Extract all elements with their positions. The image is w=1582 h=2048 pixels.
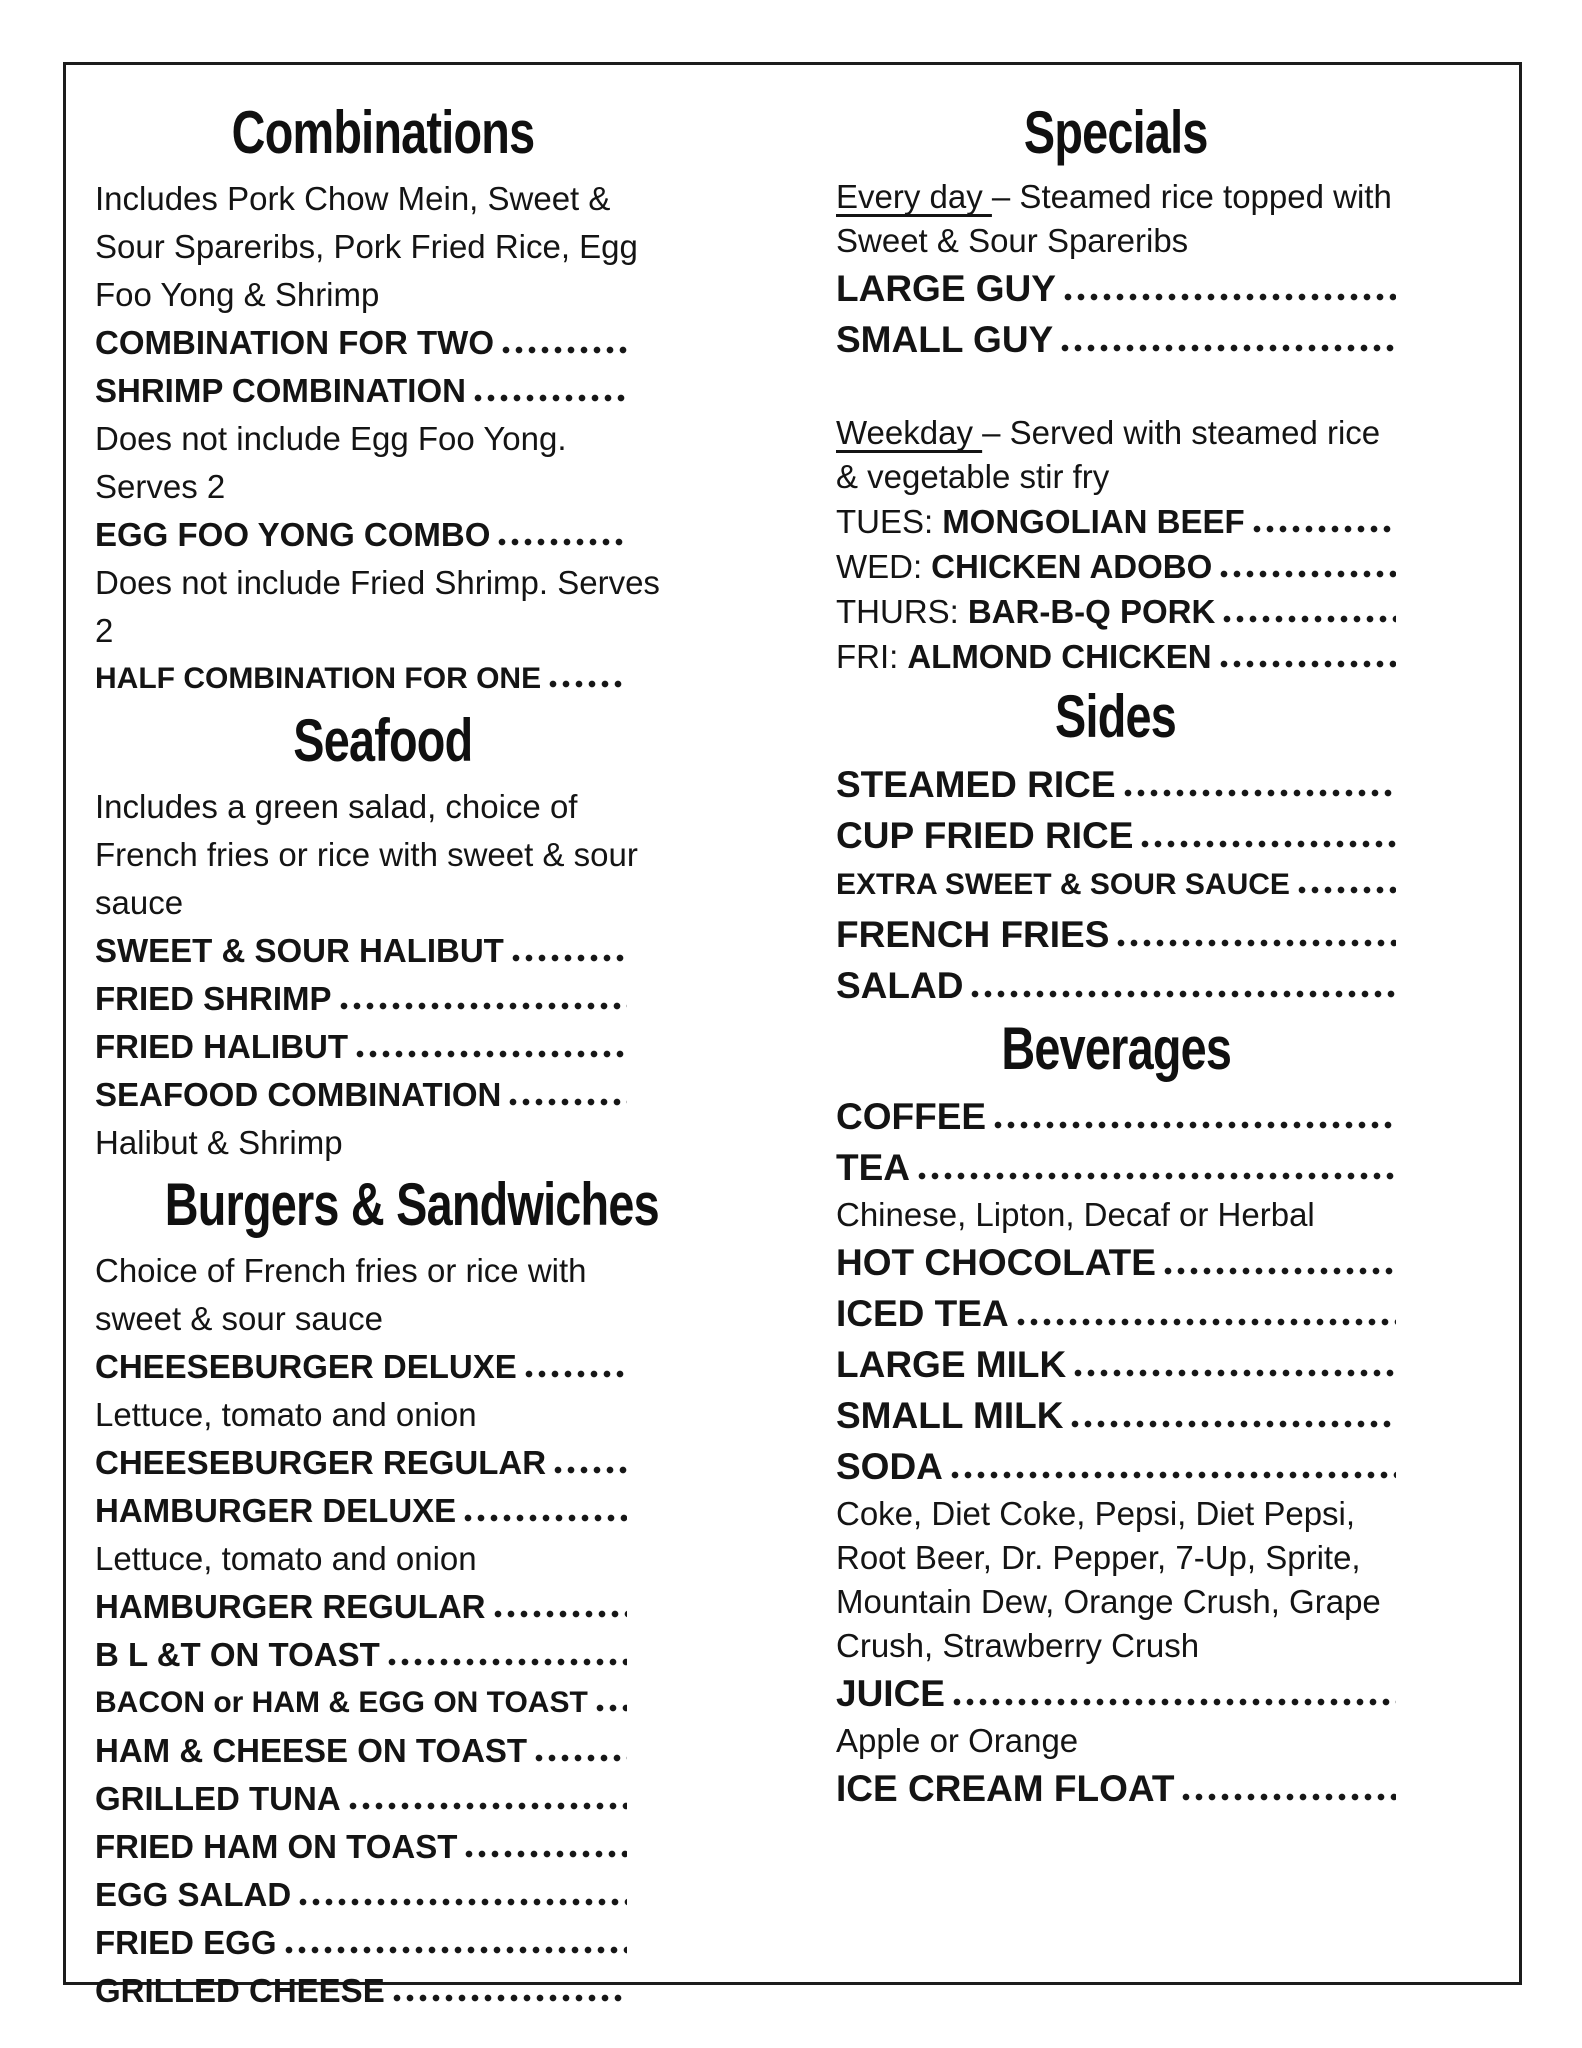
dot-leader [388, 1658, 627, 1666]
dot-leader [1064, 293, 1396, 301]
menu-item [836, 544, 1396, 589]
menu-item [95, 367, 671, 415]
menu-item-name: HALF COMBINATION FOR ONE [95, 662, 542, 695]
menu-item-name: BACON or HAM & EGG ON TOAST [95, 1686, 588, 1719]
menu-item [836, 1339, 1396, 1390]
item-note: Chinese, Lipton, Decaf or Herbal [836, 1196, 1315, 1233]
menu-section-beverages [836, 1015, 1396, 1814]
menu-item [95, 1775, 671, 1823]
section-intro: Choice of French fries or rice with sweet & sour sauce [95, 1252, 587, 1337]
section-heading-text: Burgers & Sandwiches [164, 1171, 659, 1238]
menu-item-name: MONGOLIAN BEEF [942, 503, 1245, 540]
item-note: Does not include Egg Foo Yong. Serves 2 [95, 420, 567, 505]
section-heading-text: Beverages [1001, 1015, 1231, 1082]
menu-item-name: SHRIMP COMBINATION [95, 372, 466, 409]
menu-item [836, 589, 1396, 634]
menu-item [836, 1288, 1396, 1339]
menu-section-burgers-sandwiches [95, 1171, 671, 2015]
dot-leader [535, 1754, 627, 1762]
menu-item-name: GRILLED CHEESE [95, 1972, 385, 2009]
dot-leader [971, 990, 1396, 998]
menu-item [95, 1583, 671, 1631]
menu-section-seafood [95, 707, 671, 1167]
menu-item-name: HAMBURGER REGULAR [95, 1588, 486, 1625]
menu-item [836, 314, 1396, 365]
menu-item [95, 511, 671, 559]
menu-item-name: CHICKEN ADOBO [931, 548, 1213, 585]
dot-leader [299, 1898, 627, 1906]
menu-item-name: FRIED HAM ON TOAST [95, 1828, 458, 1865]
menu-item-name: COMBINATION FOR TWO [95, 324, 494, 361]
menu-item [836, 759, 1396, 810]
menu-item-name: BAR-B-Q PORK [967, 593, 1216, 630]
menu-item [836, 1237, 1396, 1288]
dot-leader [1124, 789, 1396, 797]
dot-leader [1182, 1793, 1396, 1801]
menu-item-name: SODA [836, 1446, 943, 1487]
menu-item-name: FRIED HALIBUT [95, 1028, 348, 1065]
intro-rest: – Served with steamed rice & vegetable stir fry [836, 414, 1381, 495]
column-right [836, 95, 1396, 1814]
menu-item-name: SEAFOOD COMBINATION [95, 1076, 502, 1113]
dot-leader [474, 394, 627, 402]
menu-item-name: LARGE MILK [836, 1344, 1067, 1385]
menu-item [836, 1142, 1396, 1193]
menu-item-name: GRILLED TUNA [95, 1780, 341, 1817]
menu-item [95, 319, 671, 367]
menu-item [95, 1023, 671, 1071]
menu-item [95, 975, 671, 1023]
dot-leader [349, 1802, 627, 1810]
menu-item-name: B L &T ON TOAST [95, 1636, 380, 1673]
dot-leader [1223, 615, 1396, 623]
menu-item-name: SMALL MILK [836, 1395, 1064, 1436]
dot-leader [596, 1704, 627, 1712]
menu-item [836, 263, 1396, 314]
menu-item-name: FRIED SHRIMP [95, 980, 332, 1017]
item-note: Coke, Diet Coke, Pepsi, Diet Pepsi, Root Beer, Dr. Pepper, 7-Up, Sprite, Mountain Dew, Orange Crush, Grape Crush, Strawberry Crush [836, 1495, 1381, 1664]
menu-item [95, 927, 671, 975]
menu-item [95, 1727, 671, 1775]
item-note: Halibut & Shrimp [95, 1124, 343, 1161]
menu-item [836, 499, 1396, 544]
section-intro: Includes Pork Chow Mein, Sweet & Sour Spareribs, Pork Fried Rice, Egg Foo Yong & Shrimp [95, 180, 638, 313]
dot-leader [1220, 570, 1396, 578]
menu-item-name: ALMOND CHICKEN [907, 638, 1212, 675]
dot-leader [1074, 1369, 1396, 1377]
menu-item-name: HAMBURGER DELUXE [95, 1492, 457, 1529]
section-intro [836, 175, 1396, 263]
dot-leader [1298, 886, 1396, 894]
menu-item-name: CHEESEBURGER DELUXE [95, 1348, 517, 1385]
dot-leader [525, 1370, 627, 1378]
menu-item [836, 634, 1396, 679]
menu-item [95, 1919, 671, 1967]
column-left [95, 95, 671, 2015]
menu-item [95, 1487, 671, 1535]
dot-leader [393, 1994, 627, 2002]
menu-item [95, 1967, 671, 2015]
menu-item [836, 960, 1396, 1011]
section-heading-combinations [95, 99, 671, 167]
item-note: Apple or Orange [836, 1722, 1079, 1759]
dot-leader [1164, 1267, 1396, 1275]
menu-item-name: CUP FRIED RICE [836, 815, 1134, 856]
menu-item-name: FRENCH FRIES [836, 914, 1110, 955]
dot-leader [1071, 1420, 1396, 1428]
menu-item [95, 1871, 671, 1919]
menu-item-name: EGG SALAD [95, 1876, 292, 1913]
dot-leader [1061, 344, 1396, 352]
menu-item-name: HOT CHOCOLATE [836, 1242, 1156, 1283]
intro-rest: – Steamed rice topped with Sweet & Sour Spareribs [836, 178, 1392, 259]
dot-leader [464, 1514, 627, 1522]
menu-item-name: ICED TEA [836, 1293, 1009, 1334]
menu-item-name: SMALL GUY [836, 319, 1054, 360]
section-heading-text: Sides [1055, 683, 1177, 750]
menu-item [836, 909, 1396, 960]
menu-item-name: HAM & CHEESE ON TOAST [95, 1732, 528, 1769]
dot-leader [1117, 939, 1396, 947]
menu-item-name: SWEET & SOUR HALIBUT [95, 932, 504, 969]
dot-leader [512, 954, 627, 962]
menu-item [95, 1679, 671, 1727]
section-heading-text: Seafood [293, 707, 473, 774]
menu-item-name: ICE CREAM FLOAT [836, 1768, 1175, 1809]
menu-section-sides [836, 683, 1396, 1011]
section-gap [836, 365, 1396, 411]
section-intro: Includes a green salad, choice of French fries or rice with sweet & sour sauce [95, 788, 638, 921]
menu-item-name: EGG FOO YONG COMBO [95, 516, 491, 553]
item-note: Lettuce, tomato and onion [95, 1396, 477, 1433]
dot-leader [340, 1002, 627, 1010]
menu-item-name: CHEESEBURGER REGULAR [95, 1444, 547, 1481]
menu-item [95, 1823, 671, 1871]
item-note: Does not include Fried Shrimp. Serves 2 [95, 564, 660, 649]
item-note: Lettuce, tomato and onion [95, 1540, 477, 1577]
dot-leader [953, 1698, 1396, 1706]
menu-item [836, 1390, 1396, 1441]
section-heading-burgers-sandwiches [95, 1171, 671, 1239]
dot-leader [498, 538, 627, 546]
page-border [63, 62, 1522, 2009]
dot-leader [1141, 840, 1396, 848]
menu-item-name: TEA [836, 1147, 910, 1188]
dot-leader [951, 1471, 1396, 1479]
day-prefix: WED: [836, 548, 923, 585]
dot-leader [502, 346, 627, 354]
day-prefix: FRI: [836, 638, 899, 675]
section-heading-sides [836, 683, 1396, 751]
dot-leader [465, 1850, 627, 1858]
menu-item [95, 655, 671, 703]
section-heading-beverages [836, 1015, 1396, 1083]
menu-item [836, 861, 1396, 909]
menu-section-specials [836, 99, 1396, 679]
day-prefix: TUES: [836, 503, 934, 540]
menu-item-name: EXTRA SWEET & SOUR SAUCE [836, 868, 1290, 901]
dot-leader [494, 1610, 628, 1618]
menu-item [836, 1091, 1396, 1142]
underlined-text: Weekday [836, 414, 983, 451]
menu-item [95, 1071, 671, 1119]
menu-item [836, 1763, 1396, 1814]
menu-item-name: STEAMED RICE [836, 764, 1116, 805]
dot-leader [356, 1050, 627, 1058]
dot-leader [1220, 660, 1396, 668]
section-heading-text: Combinations [231, 99, 535, 166]
dot-leader [1253, 525, 1396, 533]
dot-leader [554, 1466, 627, 1474]
menu-item-name: FRIED EGG [95, 1924, 277, 1961]
menu-item [836, 1441, 1396, 1492]
dot-leader [918, 1172, 1396, 1180]
section-heading-seafood [95, 707, 671, 775]
menu-section-combinations [95, 99, 671, 703]
dot-leader [509, 1098, 627, 1106]
menu-item-name: LARGE GUY [836, 268, 1056, 309]
menu-item [95, 1439, 671, 1487]
menu-item-name: JUICE [836, 1673, 945, 1714]
dot-leader [549, 680, 627, 688]
section-heading-text: Specials [1024, 99, 1208, 166]
menu-item [836, 1668, 1396, 1719]
section-heading-specials [836, 99, 1396, 167]
menu-item-name: COFFEE [836, 1096, 987, 1137]
menu-item [95, 1631, 671, 1679]
underlined-text: Every day [836, 178, 992, 215]
menu-item-name: SALAD [836, 965, 964, 1006]
menu-item [95, 1343, 671, 1391]
section-intro [836, 411, 1396, 499]
dot-leader [994, 1121, 1396, 1129]
dot-leader [285, 1946, 627, 1954]
day-prefix: THURS: [836, 593, 959, 630]
menu-item [836, 810, 1396, 861]
dot-leader [1017, 1318, 1396, 1326]
